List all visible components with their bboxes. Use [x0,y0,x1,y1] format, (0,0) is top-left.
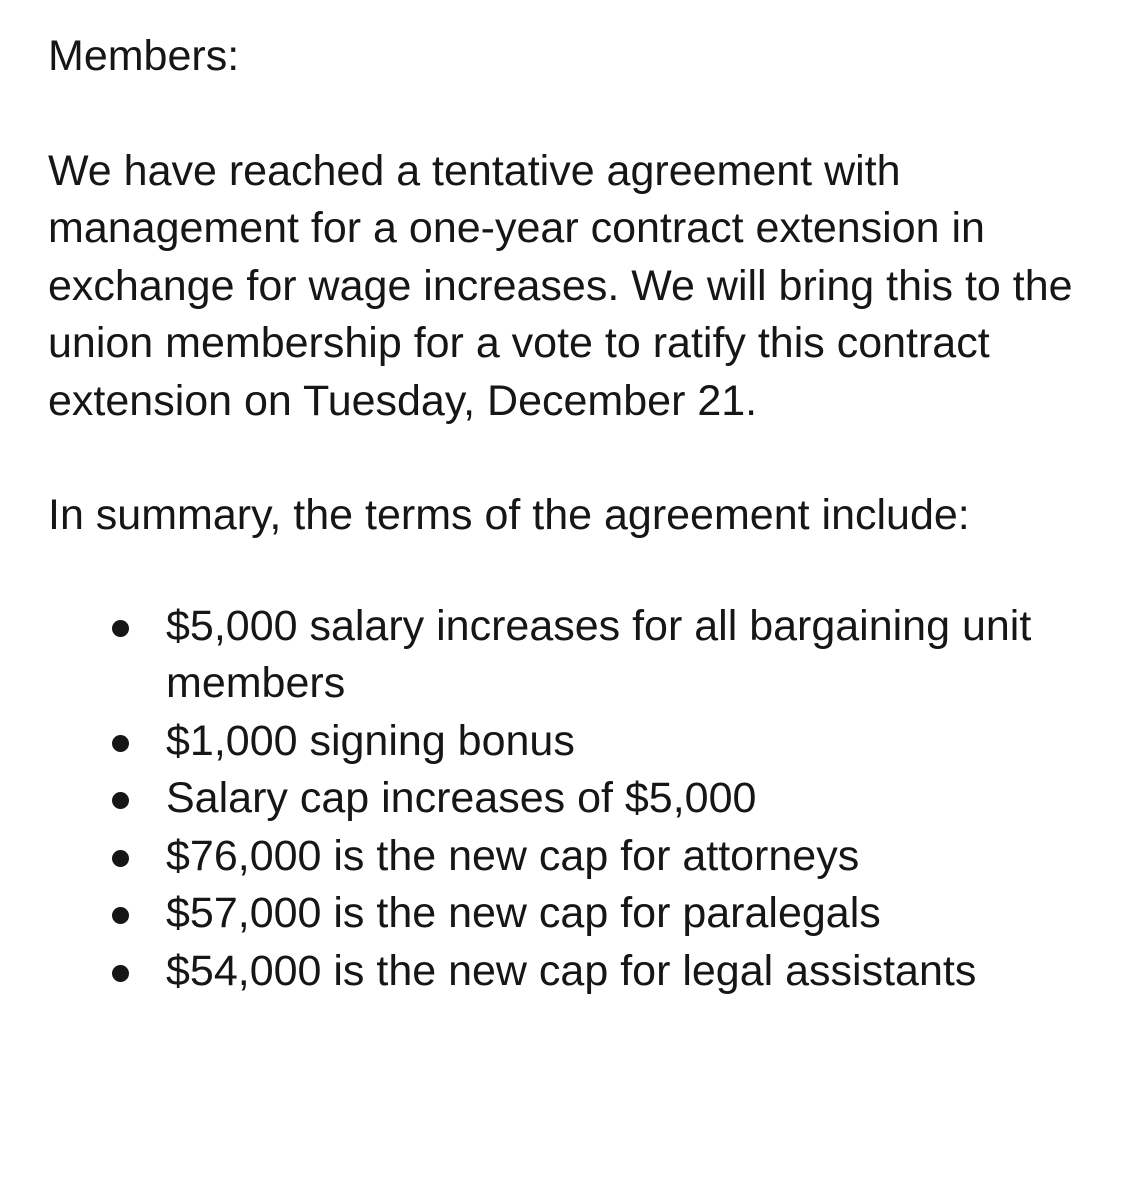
message-body [48,28,1128,1000]
term-text: Salary cap increases of $5,000 [166,774,757,822]
bullet-icon [112,735,129,752]
list-item [48,713,1106,771]
bullet-icon [112,907,129,924]
term-text: $57,000 is the new cap for paralegals [166,889,881,937]
list-item [48,770,1106,828]
bullet-icon [112,620,129,637]
bullet-icon [112,792,129,809]
term-text: $1,000 signing bonus [166,716,575,765]
terms-list [48,598,1128,1001]
bullet-icon [112,850,129,867]
summary-intro: In summary, the terms of the agreement include: [48,491,970,539]
list-item [48,598,1106,713]
term-text: $76,000 is the new cap for attorneys [166,831,860,880]
list-item [48,943,1106,1001]
bullet-icon [112,965,129,982]
greeting: Members: [48,32,240,80]
list-item [48,828,1106,886]
term-text: $5,000 salary increases for all bargaining unit members [166,601,1032,707]
list-item [48,885,1106,943]
term-text: $54,000 is the new cap for legal assistants [166,946,977,995]
agreement-paragraph: We have reached a tentative agreement with management for a one-year contract extension in exchange for wage increases. We will bring this to the union membership for a vote to ratify this contract extension on Tuesday, December 21. [48,146,1073,425]
